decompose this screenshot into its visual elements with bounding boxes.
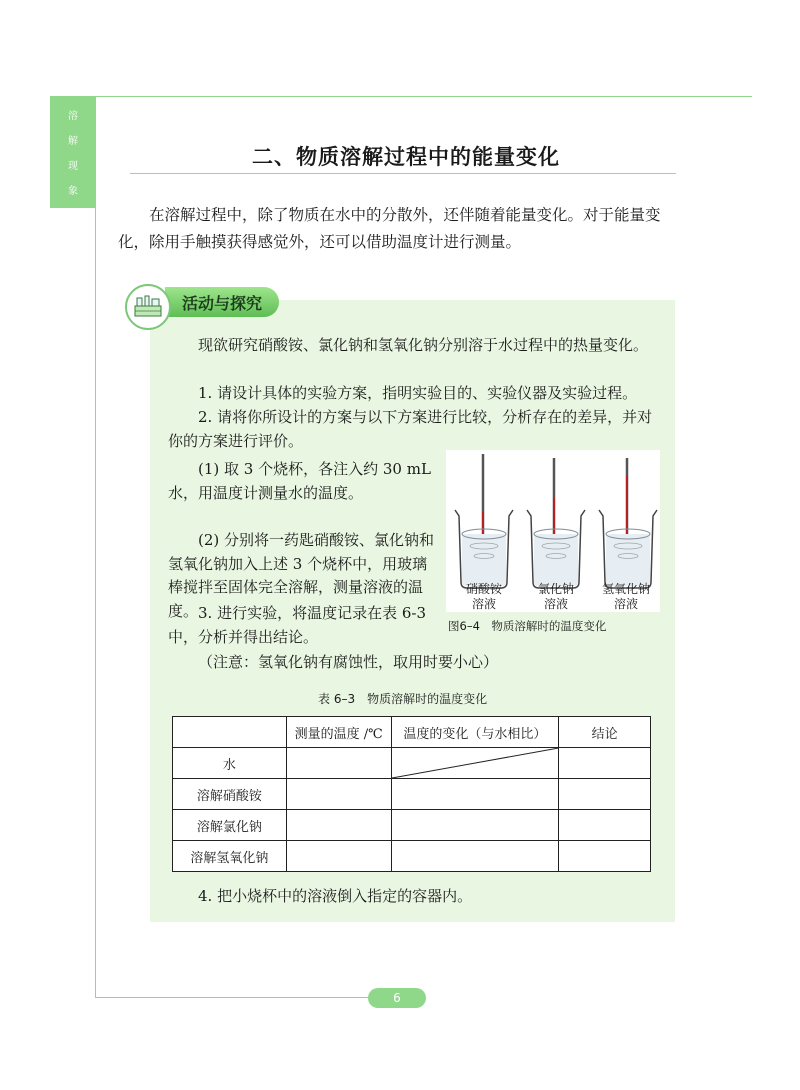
table-cell: [559, 841, 651, 872]
activity-intro-text: 现欲研究硝酸铵、氯化钠和氢氧化钠分别溶于水过程中的热量变化。: [198, 336, 649, 354]
table-cell: [391, 810, 559, 841]
table-cell: [286, 779, 391, 810]
table-cell: [559, 779, 651, 810]
table-cell: [391, 841, 559, 872]
step-3-text: 3. 进行实验，将温度记录在表 6-3 中，分析并得出结论。: [168, 604, 427, 646]
page-number: 6: [368, 988, 426, 1008]
intro-paragraph: 在溶解过程中，除了物质在水中的分散外，还伴随着能量变化。对于能量变化，除用手触摸获得感觉外，还可以借助温度计进行测量。: [118, 206, 661, 251]
beaker-label-ammonium-nitrate: 硝酸铵 溶液: [465, 582, 502, 611]
frame-bottom-line: [95, 997, 385, 998]
table-header-cell: 测量的温度 /℃: [286, 717, 391, 748]
side-tab-char: 现: [68, 161, 78, 172]
table-cell: [391, 779, 559, 810]
side-tab-char: 象: [68, 186, 78, 197]
table-cell: [286, 841, 391, 872]
chapter-side-tab: [50, 96, 96, 208]
row-label: 溶解硝酸铵: [173, 779, 287, 810]
row-label: 溶解氢氧化钠: [173, 841, 287, 872]
side-tab-char: 溶: [68, 111, 78, 122]
step-2-text: 2. 请将你所设计的方案与以下方案进行比较，分析存在的差异，并对你的方案进行评价。: [168, 408, 653, 450]
table-row: [173, 779, 651, 810]
substep-2-text: (2) 分别将一药匙硝酸铵、氯化钠和氢氧化钠加入上述 3 个烧杯中，用玻璃棒搅拌至固体完全溶解，测量溶液的温度。: [168, 531, 435, 620]
beaker-label-sodium-hydroxide: 氢氧化钠 溶液: [601, 582, 650, 611]
table-caption: 表 6–3 物质溶解时的温度变化: [318, 692, 488, 706]
table-cell-diagonal: [391, 748, 559, 779]
table-header-cell: [173, 717, 287, 748]
side-tab-char: 解: [68, 136, 78, 147]
table-row: [173, 841, 651, 872]
step-4-text: 4. 把小烧杯中的溶液倒入指定的容器内。: [198, 887, 473, 905]
table-header-cell: 温度的变化（与水相比）: [391, 717, 559, 748]
table-row: [173, 748, 651, 779]
table-cell: [286, 748, 391, 779]
substep-1-text: (1) 取 3 个烧杯，各注入约 30 mL 水，用温度计测量水的温度。: [168, 460, 431, 502]
activity-badge: [125, 284, 277, 320]
table-cell: [559, 810, 651, 841]
step-1-text: 1. 请设计具体的实验方案，指明实验目的、实验仪器及实验过程。: [198, 384, 638, 402]
temperature-table: [172, 716, 651, 872]
beaker-label-sodium-chloride: 氯化钠 溶液: [537, 582, 574, 611]
beaker-icon: [599, 458, 657, 588]
beaker-icon: [527, 458, 585, 588]
section-title: 二、物质溶解过程中的能量变化: [252, 145, 560, 169]
beaker-icon: [455, 454, 513, 588]
row-label: 溶解氯化钠: [173, 810, 287, 841]
table-row: [173, 810, 651, 841]
frame-left-line: [95, 208, 96, 998]
frame-top-line: [96, 96, 752, 97]
table-header-row: [173, 717, 651, 748]
beakers-figure: [446, 450, 660, 612]
row-label: 水: [173, 748, 287, 779]
table-cell: [559, 748, 651, 779]
lab-bench-icon: [125, 284, 171, 330]
activity-badge-label: 活动与探究: [165, 287, 279, 317]
title-underline: [130, 173, 676, 174]
table-cell: [286, 810, 391, 841]
figure-caption: 图6–4 物质溶解时的温度变化: [448, 619, 607, 633]
caution-note: （注意：氢氧化钠有腐蚀性，取用时要小心）: [198, 653, 499, 671]
table-header-cell: 结论: [559, 717, 651, 748]
